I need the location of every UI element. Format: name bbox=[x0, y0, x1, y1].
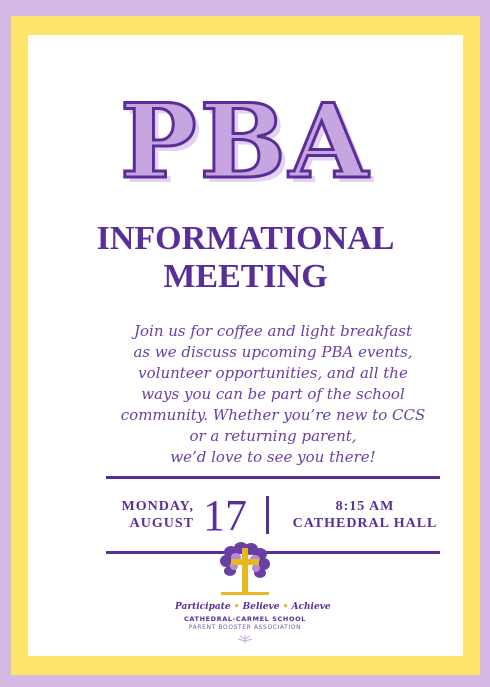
body-line: as we discuss upcoming PBA events, bbox=[133, 343, 413, 361]
school-logo bbox=[175, 542, 331, 647]
body-line: we’d love to see you there! bbox=[170, 448, 376, 466]
event-weekday-month bbox=[108, 498, 194, 532]
body-line: or a returning parent, bbox=[189, 427, 357, 445]
event-time: 8:15 AM bbox=[335, 499, 395, 514]
invitation-text bbox=[76, 321, 470, 468]
event-location: CATHEDRAL HALL bbox=[292, 516, 438, 531]
cross-hands-icon bbox=[217, 542, 273, 600]
body-line: community. Whether you’re new to CCS bbox=[120, 406, 426, 424]
event-details bbox=[28, 490, 463, 542]
vertical-divider bbox=[266, 496, 269, 534]
tagline-word: Believe bbox=[242, 602, 280, 612]
sprig-icon bbox=[235, 634, 255, 644]
flyer-title: PBA bbox=[119, 82, 372, 202]
flyer-subtitle bbox=[28, 220, 463, 296]
tagline-separator: • bbox=[282, 602, 289, 612]
event-month: AUGUST bbox=[129, 516, 194, 531]
association-name: PARENT BOOSTER ASSOCIATION bbox=[188, 624, 302, 631]
logo-tagline bbox=[175, 602, 331, 612]
body-line: volunteer opportunities, and all the bbox=[138, 364, 408, 382]
tagline-word: Participate bbox=[175, 602, 231, 612]
body-line: ways you can be part of the school bbox=[141, 385, 405, 403]
subtitle-line-1: INFORMATIONAL bbox=[96, 220, 395, 257]
event-time-location bbox=[278, 498, 452, 532]
school-name: CATHEDRAL-CARMEL SCHOOL bbox=[184, 615, 306, 623]
flyer-card bbox=[28, 35, 463, 656]
tagline-separator: • bbox=[233, 602, 240, 612]
subtitle-line-2: MEETING bbox=[163, 258, 328, 295]
top-divider bbox=[106, 476, 440, 479]
body-line: Join us for coffee and light breakfast bbox=[133, 322, 413, 340]
event-day-number: 17 bbox=[203, 491, 247, 540]
tagline-word: Achieve bbox=[291, 602, 331, 612]
event-weekday: MONDAY, bbox=[121, 499, 194, 514]
